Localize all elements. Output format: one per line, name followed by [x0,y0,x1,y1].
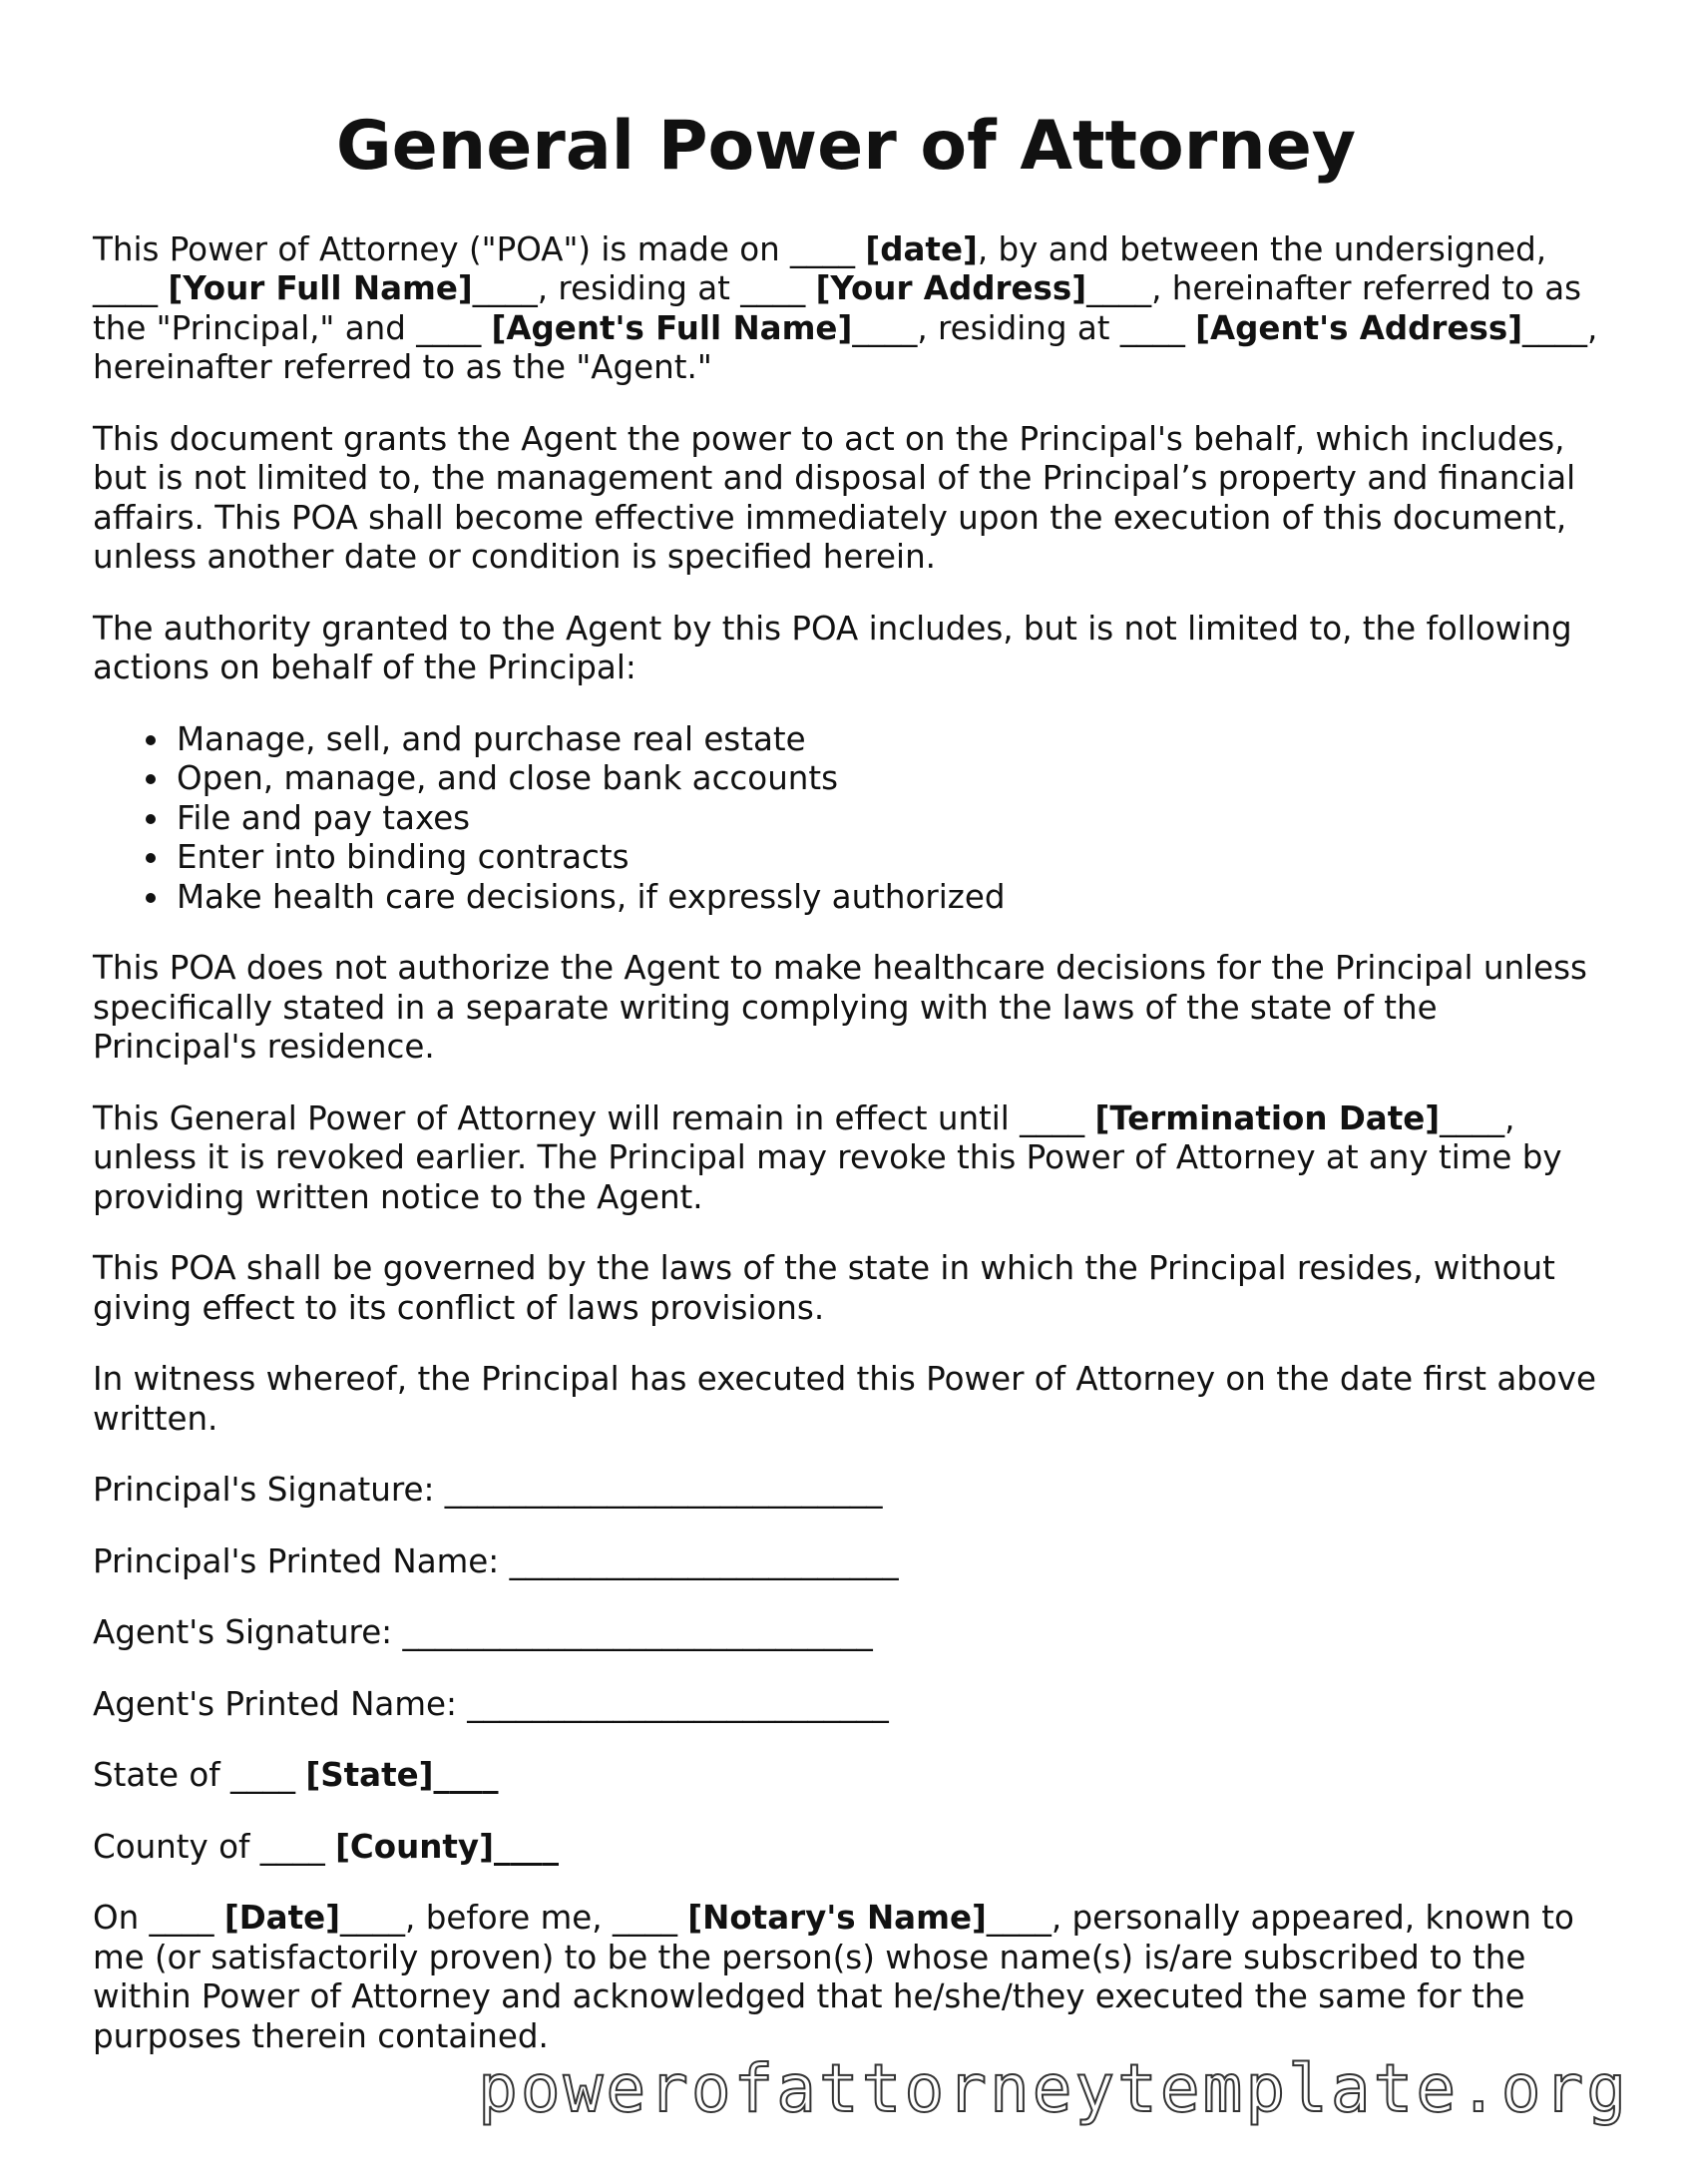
principal-printed-name-line[interactable]: Principal's Printed Name: ________________________ [93,1541,899,1580]
address-placeholder: [Your Address] [815,269,1087,308]
notary-text-1: On ____ [93,1899,224,1938]
state-tail: ____ [433,1756,499,1795]
termination-text-1: This General Power of Attorney will remain in effect until ____ [93,1098,1095,1137]
county-line [93,1828,1599,1868]
healthcare-paragraph: This POA does not authorize the Agent to make healthcare decisions for the Principal unless specifically stated in a separate writing complying with the laws of the state of the Principal's residence. [93,949,1587,1067]
date-placeholder: [date] [865,229,978,268]
agent-address-placeholder: [Agent's Address] [1195,308,1523,347]
county-placeholder: [County] [335,1827,494,1866]
termination-date-placeholder: [Termination Date] [1094,1098,1441,1137]
intro-text-5: ____, residing at ____ [852,308,1196,347]
intro-text-4: ____, hereinafter referred to as the "Principal," and ____ [93,269,1582,347]
notary-name-placeholder: [Notary's Name] [687,1899,987,1938]
notary-paragraph [93,1899,1599,2056]
list-item: • File and pay taxes [173,799,1599,839]
agent-name-placeholder: [Agent's Full Name] [491,308,853,347]
list-item: • Enter into binding contracts [173,838,1599,878]
list-item: • Open, manage, and close bank accounts [173,759,1599,799]
notary-date-placeholder: [Date] [223,1899,341,1938]
powers-list [93,720,1599,918]
list-item: • Make health care decisions, if expressly authorized [173,878,1599,918]
state-label: State of ____ [93,1756,306,1795]
intro-text-1: This Power of Attorney ("POA") is made on ____ [93,229,866,268]
witness-paragraph: In witness whereof, the Principal has executed this Power of Attorney on the date first above written. [93,1360,1596,1438]
termination-text-2: ____, unless it is revoked earlier. The Principal may revoke this Power of Attorney at any time by providing written notice to the Agent. [93,1098,1562,1216]
authority-paragraph: The authority granted to the Agent by this POA includes, but is not limited to, the following actions on behalf of the Principal: [93,609,1572,687]
governed-paragraph: This POA shall be governed by the laws of the state in which the Principal resides, without giving effect to its conflict of laws provisions. [93,1249,1555,1327]
intro-text-6: ____, hereinafter referred to as the "Agent." [93,308,1598,387]
county-label: County of ____ [93,1827,336,1866]
principal-signature-line[interactable]: Principal's Signature: ___________________________ [93,1471,883,1510]
intro-text-2: , by and between the undersigned, ____ [93,229,1547,308]
agent-signature-line[interactable]: Agent's Signature: _____________________________ [93,1613,873,1652]
document-page [93,107,1599,2088]
document-title: General Power of Attorney [335,107,1357,186]
state-placeholder: [State] [305,1756,434,1795]
termination-paragraph [93,1099,1599,1218]
notary-text-3: ____, personally appeared, known to me (or satisfactorily proven) to be the person(s) whose name(s) is/are subscribed to the within Power of Attorney and acknowledged that he/she/they executed the same for the purposes therein contained. [93,1899,1574,2055]
state-line [93,1756,1599,1796]
notary-text-2: ____, before me, ____ [340,1899,688,1938]
agent-printed-name-line[interactable]: Agent's Printed Name: __________________________ [93,1684,889,1723]
intro-text-3: ____, residing at ____ [472,269,816,308]
list-item: • Manage, sell, and purchase real estate [173,720,1599,760]
intro-paragraph [93,230,1599,388]
county-tail: ____ [493,1827,559,1866]
watermark: powerofattorneytemplate.org [478,2050,1629,2127]
full-name-placeholder: [Your Full Name] [168,269,473,308]
grants-paragraph: This document grants the Agent the power to act on the Principal's behalf, which includes, but is not limited to, the management and disposal of the Principal’s property and financial affairs. This POA shall become effective immediately upon the execution of this document, unless another date or condition is specified herein. [93,419,1576,577]
